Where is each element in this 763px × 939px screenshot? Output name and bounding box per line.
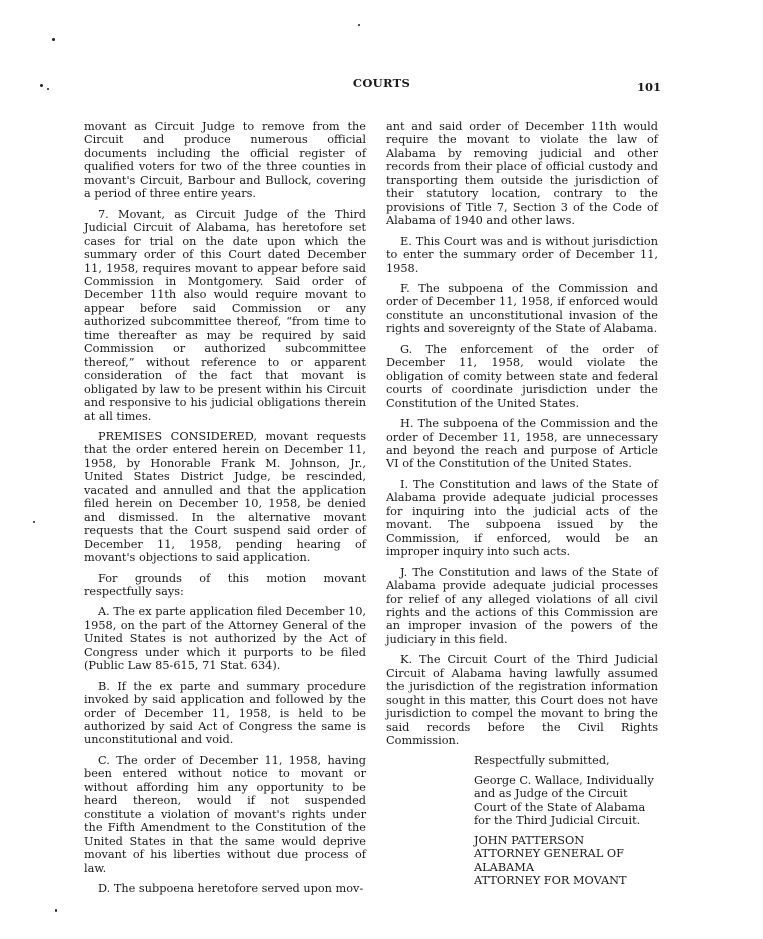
attorney-line: JOHN PATTERSON xyxy=(474,833,585,847)
scan-speck xyxy=(358,24,360,26)
paragraph: G. The enforcement of the order of December 11, 1958, would violate the obligation of comity between state and federal courts of coordinate jurisdiction under the Constitution of the United States. xyxy=(386,342,658,410)
attorney-line: ATTORNEY GENERAL OF xyxy=(474,847,625,861)
scan-speck xyxy=(52,38,55,41)
paragraph: E. This Court was and is without jurisdiction to enter the summary order of December 11, 1958. xyxy=(386,234,658,275)
paragraph: 7. Movant, as Circuit Judge of the Third Judicial Circuit of Alabama, has heretofore set cases for trial on the date upon which the summary order of this Court dated December 11, 1958, requires movant to appear before said Commission in Montgomery. Said order of December 11th also would require movant to appear before said Commission or any authorized subcommittee thereof, “from time to time thereafter as may be required by said Commission or authorized subcommittee thereof,” without reference to or apparent consideration of the fact that movant is obligated by law to be present within his Circuit and responsive to his judicial obligations therein at all times. xyxy=(84,207,366,423)
scan-speck xyxy=(40,84,43,87)
signer-line: George C. Wallace, Individually xyxy=(474,773,654,787)
attorney-block xyxy=(474,834,658,888)
paragraph: PREMISES CONSIDERED, movant requests that the order entered herein on December 11, 1958, by Honorable Frank M. Johnson, Jr., United States District Judge, be rescinded, vacated and annulled and that the application filed herein on December 10, 1958, be denied and dismissed. In the alternative movant requests that the Court suspend said order of December 11, 1958, pending hearing of movant's objections to said application. xyxy=(84,429,366,565)
right-column xyxy=(386,120,658,894)
attorney-line: ATTORNEY FOR MOVANT xyxy=(474,874,627,888)
page-number: 101 xyxy=(637,80,662,94)
paragraph: ant and said order of December 11th would require the movant to violate the law of Alabama by removing judicial and other records from their place of official custody and transporting them outside the jurisdiction of their statutory location, contrary to the provisions of Title 7, Section 3 of the Code of Alabama of 1940 and other laws. xyxy=(386,120,658,228)
signer-line: and as Judge of the Circuit xyxy=(474,787,628,801)
scan-speck xyxy=(55,909,57,912)
paragraph: F. The subpoena of the Commission and order of December 11, 1958, if enforced would constitute an unconstitutional invasion of the rights and sovereignty of the State of Alabama. xyxy=(386,281,658,336)
paragraph: I. The Constitution and laws of the State of Alabama provide adequate judicial processes for inquiring into the judicial acts of the movant. The subpoena issued by the Commission, if enforced, would be an improper inquiry into such acts. xyxy=(386,477,658,559)
paragraph: B. If the ex parte and summary procedure invoked by said application and followed by the order of December 11, 1958, is held to be authorized by said Act of Congress the same is unconstitutional and void. xyxy=(84,679,366,747)
paragraph: D. The subpoena heretofore served upon mov- xyxy=(98,882,364,896)
running-head-title: COURTS xyxy=(352,76,411,90)
paragraph: C. The order of December 11, 1958, having been entered without notice to movant or without affording him any opportunity to be heard thereon, would if not suspended constitute a violation of movant's rights under the Fifth Amendment to the Constitution of the United States in that the same would deprive movant of his liberties without due process of law. xyxy=(84,753,366,875)
paragraph: movant as Circuit Judge to remove from the Circuit and produce numerous official documents including the official register of qualified voters for two of the three counties in movant's Circuit, Barbour and Bullock, covering a period of three entire years. xyxy=(84,120,366,201)
paragraph: K. The Circuit Court of the Third Judicial Circuit of Alabama having lawfully assumed the jurisdiction of the registration information sought in this matter, this Court does not have jurisdiction to compel the movant to bring the said records before the Civil Rights Commission. xyxy=(386,653,658,748)
signer-line: for the Third Judicial Circuit. xyxy=(474,814,641,828)
paragraph: H. The subpoena of the Commission and the order of December 11, 1958, are unnecessary and beyond the reach and purpose of Article VI of the Constitution of the United States. xyxy=(386,417,658,471)
signature-block xyxy=(474,774,658,828)
scan-speck xyxy=(47,88,49,90)
closing-respectfully: Respectfully submitted, xyxy=(474,754,610,768)
scan-speck xyxy=(33,521,35,523)
signer-line: Court of the State of Alabama xyxy=(474,800,646,814)
left-column xyxy=(84,120,366,902)
paragraph: A. The ex parte application filed December 10, 1958, on the part of the Attorney General of the United States is not authorized by the Act of Congress under which it purports to be filed (Public Law 85-615, 71 Stat. 634). xyxy=(84,605,366,673)
attorney-line: ALABAMA xyxy=(474,860,535,874)
paragraph: J. The Constitution and laws of the State of Alabama provide adequate judicial processes for relief of any alleged violations of all civil rights and the actions of this Commission are an improper invasion of the powers of the judiciary in this field. xyxy=(386,565,658,646)
paragraph: For grounds of this motion movant respectfully says: xyxy=(84,571,366,598)
